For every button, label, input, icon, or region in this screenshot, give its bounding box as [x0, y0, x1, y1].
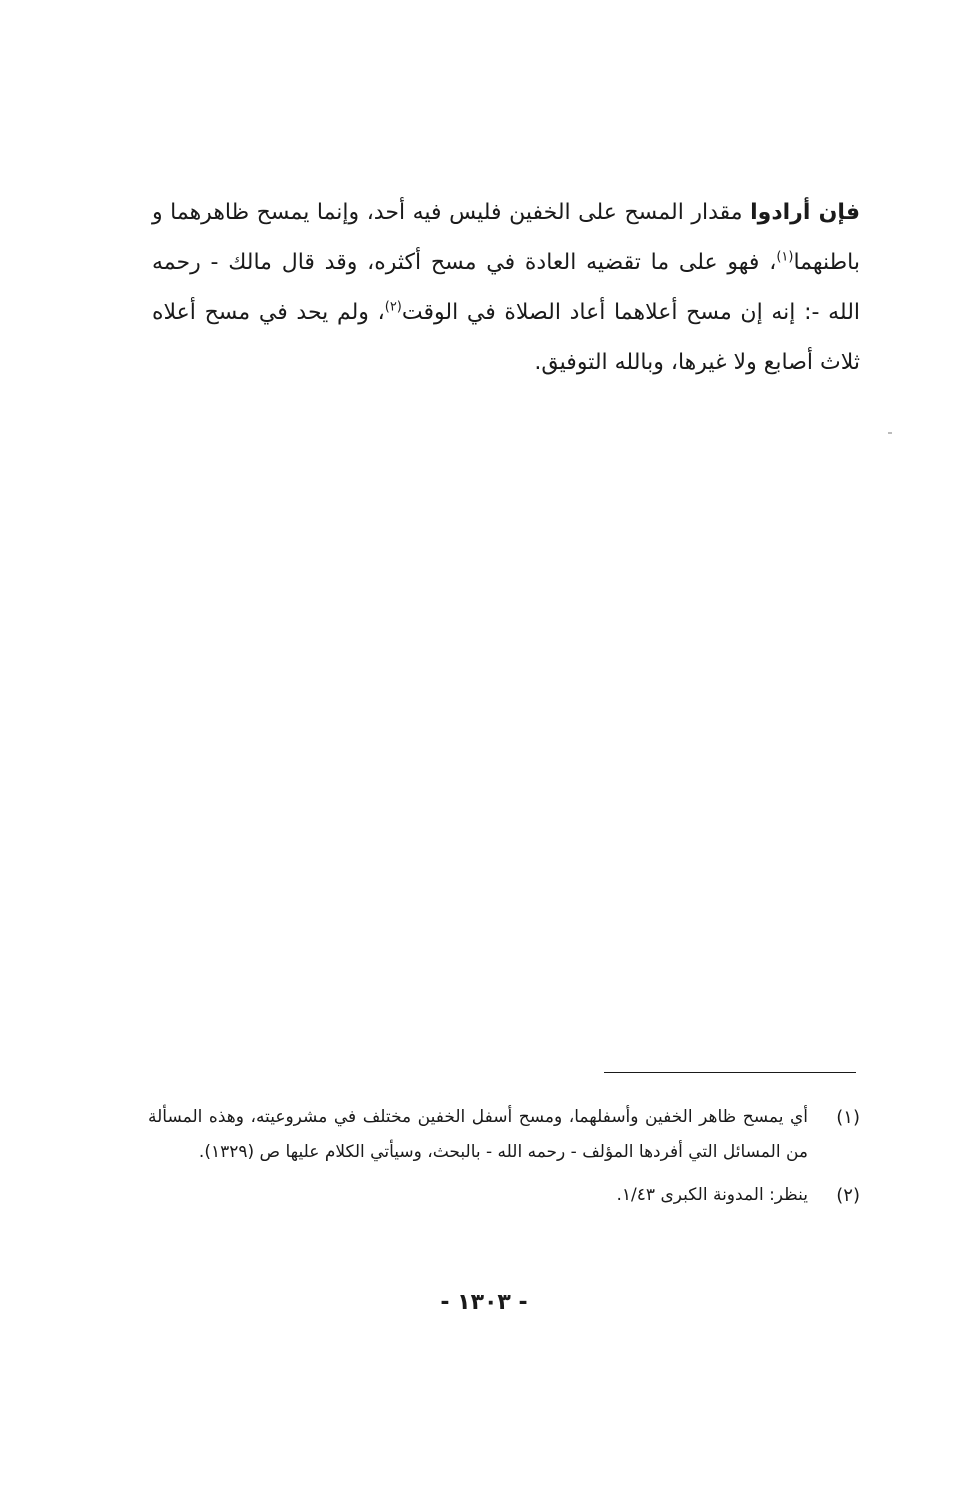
footnote-ref-2[interactable]: (٢): [384, 299, 402, 315]
main-text-block: [152, 188, 860, 388]
lead-phrase: فإن أرادوا: [750, 200, 861, 225]
footnote-2: [148, 1178, 860, 1213]
page-number: - ١٣٠٣ -: [440, 1290, 528, 1315]
text-segment-1: مقدار المسح على الخفين فليس فيه أحد، وإنما يمسح ظاهرهما و باطنهما: [152, 200, 860, 275]
footnote-1: [148, 1100, 860, 1170]
margin-mark: [888, 432, 892, 434]
footnote-separator: [604, 1072, 856, 1073]
text-segment-3: ، ولم يحد في مسح أعلاه ثلاث أصابع ولا غيرها، وبالله التوفيق.: [152, 300, 860, 375]
footnote-text: أي يمسح ظاهر الخفين وأسفلهما، ومسح أسفل الخفين مختلف في مشروعيته، وهذه المسألة من المسائل التي أفردها المؤلف - رحمه الله - بالبحث، وسيأتي الكلام عليها ص (١٣٢٩).: [148, 1107, 808, 1162]
text-segment-2: ، فهو على ما تقضيه العادة في مسح أكثره، وقد قال مالك - رحمه الله -: إنه إن مسح أعلاهما أعاد الصلاة في الوقت: [152, 250, 861, 325]
footnote-text: ينظر: المدونة الكبرى ١/٤٣.: [616, 1185, 808, 1205]
footnotes-section: [148, 1100, 860, 1221]
footnote-number: (١): [836, 1107, 860, 1128]
main-paragraph: [152, 188, 860, 388]
footnote-number: (٢): [836, 1185, 860, 1206]
footnote-ref-1[interactable]: (١): [776, 249, 794, 265]
